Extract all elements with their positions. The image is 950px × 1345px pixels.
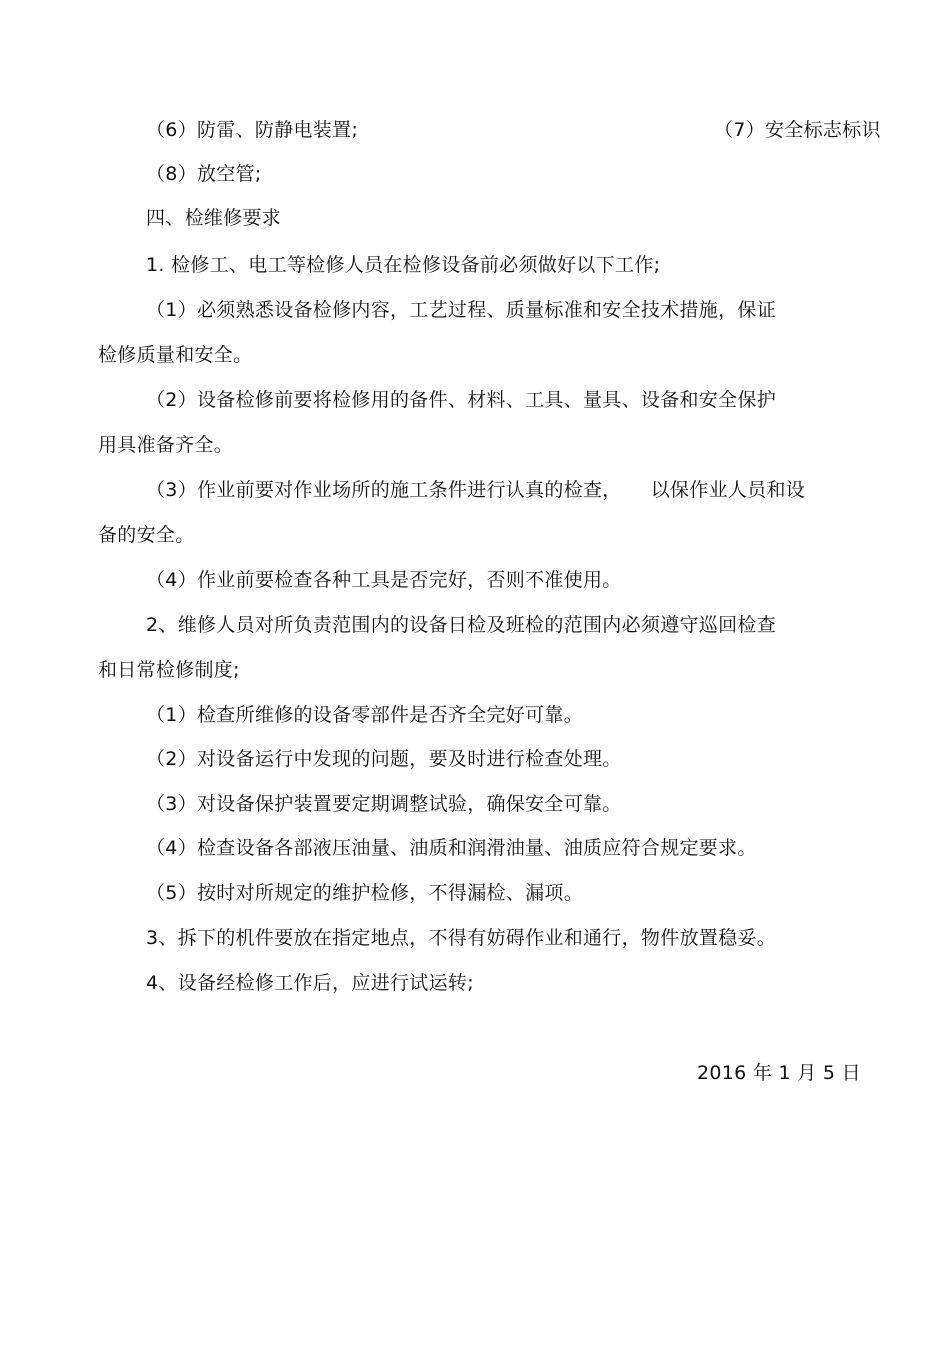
text: （6）防雷、防静电装置; <box>146 119 359 141</box>
paragraph-2: 2、维修人员对所负责范围内的设备日检及班检的范围内必须遵守巡回检查 <box>146 614 776 636</box>
sub-item-1-2: （2）设备检修前要将检修用的备件、材料、工具、量具、设备和安全保护 <box>146 389 776 411</box>
list-item-8-vent-pipe: （8）放空管; <box>146 163 262 185</box>
sub-item-1-4: （4）作业前要检查各种工具是否完好，否则不准使用。 <box>146 569 622 591</box>
list-item-7-safety-signs: （7）安全标志标识 <box>714 119 881 141</box>
sub-item-2-2: （2）对设备运行中发现的问题，要及时进行检查处理。 <box>146 748 622 770</box>
sub-item-1-3: （3）作业前要对作业场所的施工条件进行认真的检查， 以保作业人员和设 <box>146 479 806 501</box>
paragraph-2-cont: 和日常检修制度; <box>98 659 240 681</box>
sub-item-1-1-cont: 检修质量和安全。 <box>98 344 253 366</box>
document-date: 2016 年 1 月 5 日 <box>697 1062 861 1084</box>
sub-item-2-5: （5）按时对所规定的维护检修，不得漏检、漏项。 <box>146 882 583 904</box>
sub-item-2-1: （1）检查所维修的设备零部件是否齐全完好可靠。 <box>146 704 583 726</box>
sub-item-1-1: （1）必须熟悉设备检修内容，工艺过程、质量标准和安全技术措施，保证 <box>146 299 776 321</box>
sub-item-1-2-cont: 用具准备齐全。 <box>98 434 234 456</box>
paragraph-4: 4、设备经检修工作后，应进行试运转; <box>146 972 474 994</box>
sub-item-1-3-cont: 备的安全。 <box>98 524 195 546</box>
section-heading-maintenance: 四、检维修要求 <box>146 207 282 229</box>
sub-item-2-3: （3）对设备保护装置要定期调整试验，确保安全可靠。 <box>146 793 622 815</box>
paragraph-3: 3、拆下的机件要放在指定地点，不得有妨碍作业和通行，物件放置稳妥。 <box>146 927 776 949</box>
sub-item-2-4: （4）检查设备各部液压油量、油质和润滑油量、油质应符合规定要求。 <box>146 837 757 859</box>
list-item-6-lightning <box>146 117 881 143</box>
paragraph-1: 1. 检修工、电工等检修人员在检修设备前必须做好以下工作; <box>146 254 661 276</box>
